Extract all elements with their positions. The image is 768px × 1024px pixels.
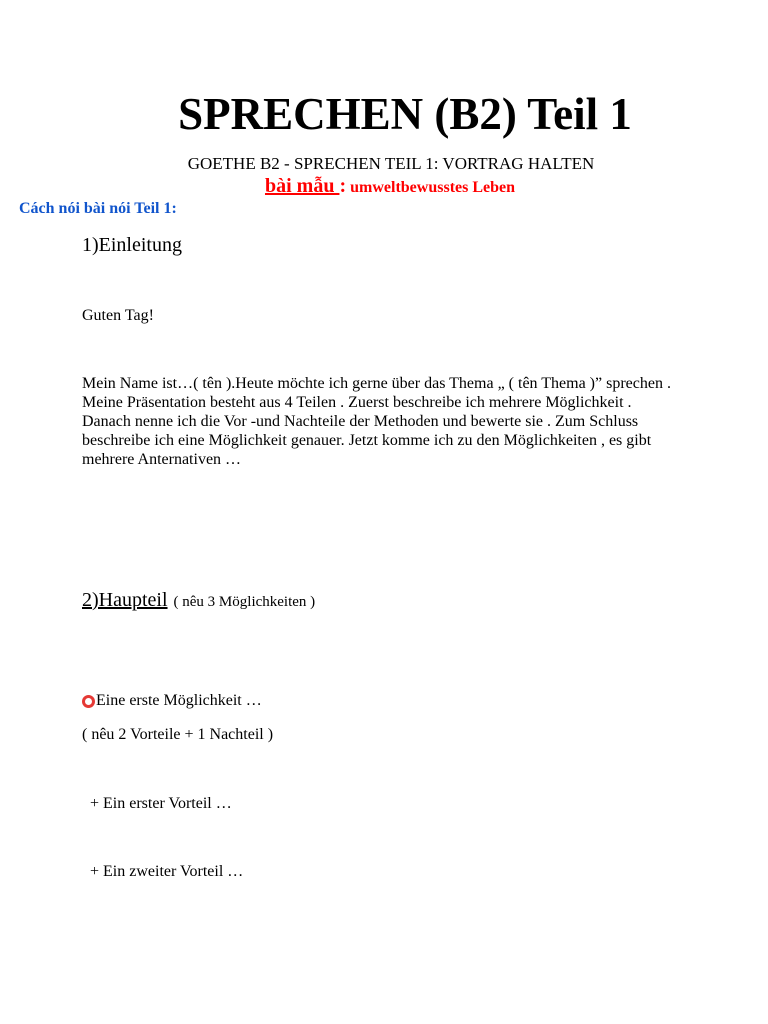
sample-colon: : bbox=[339, 175, 347, 197]
first-advantage: + Ein erster Vorteil … bbox=[90, 795, 232, 812]
main-part-note: ( nêu 3 Möglichkeiten ) bbox=[173, 594, 316, 610]
page-subtitle: GOETHE B2 - SPRECHEN TEIL 1: VORTRAG HALTEN bbox=[187, 154, 595, 173]
paragraph-line: mehrere Anternativen … bbox=[82, 451, 242, 468]
sample-label: bài mẫu bbox=[264, 175, 340, 197]
paragraph-line: Mein Name ist…( tên ).Heute möchte ich gerne über das Thema „ ( tên Thema )” sprechen . bbox=[82, 375, 671, 392]
main-part-heading bbox=[82, 588, 315, 614]
introduction-paragraph bbox=[82, 374, 762, 469]
greeting-text: Guten Tag! bbox=[82, 307, 154, 324]
paragraph-line: Danach nenne ich die Vor -und Nachteile der Methoden und bewerte sie . Zum Schluss bbox=[82, 413, 639, 430]
first-option bbox=[82, 691, 262, 710]
introduction-heading: 1)Einleitung bbox=[82, 234, 182, 256]
paragraph-line: Meine Präsentation besteht aus 4 Teilen . Zuerst beschreibe ich mehrere Möglichkeit . bbox=[82, 394, 632, 411]
main-part-title: 2)Haupteil bbox=[82, 589, 168, 611]
sample-topic: umweltbewusstes Leben bbox=[346, 179, 516, 196]
first-option-text: Eine erste Möglichkeit … bbox=[96, 692, 262, 709]
sample-heading bbox=[0, 175, 768, 198]
second-advantage: + Ein zweiter Vorteil … bbox=[90, 863, 244, 880]
paragraph-line: beschreibe ich eine Möglichkeit genauer. Jetzt komme ich zu den Möglichkeiten , es gibt bbox=[82, 432, 652, 449]
red-circle-icon bbox=[82, 695, 95, 708]
option-note: ( nêu 2 Vorteile + 1 Nachteil ) bbox=[82, 726, 274, 743]
how-to-heading: Cách nói bài nói Teil 1: bbox=[19, 200, 177, 217]
page-title: SPRECHEN (B2) Teil 1 bbox=[178, 89, 632, 139]
